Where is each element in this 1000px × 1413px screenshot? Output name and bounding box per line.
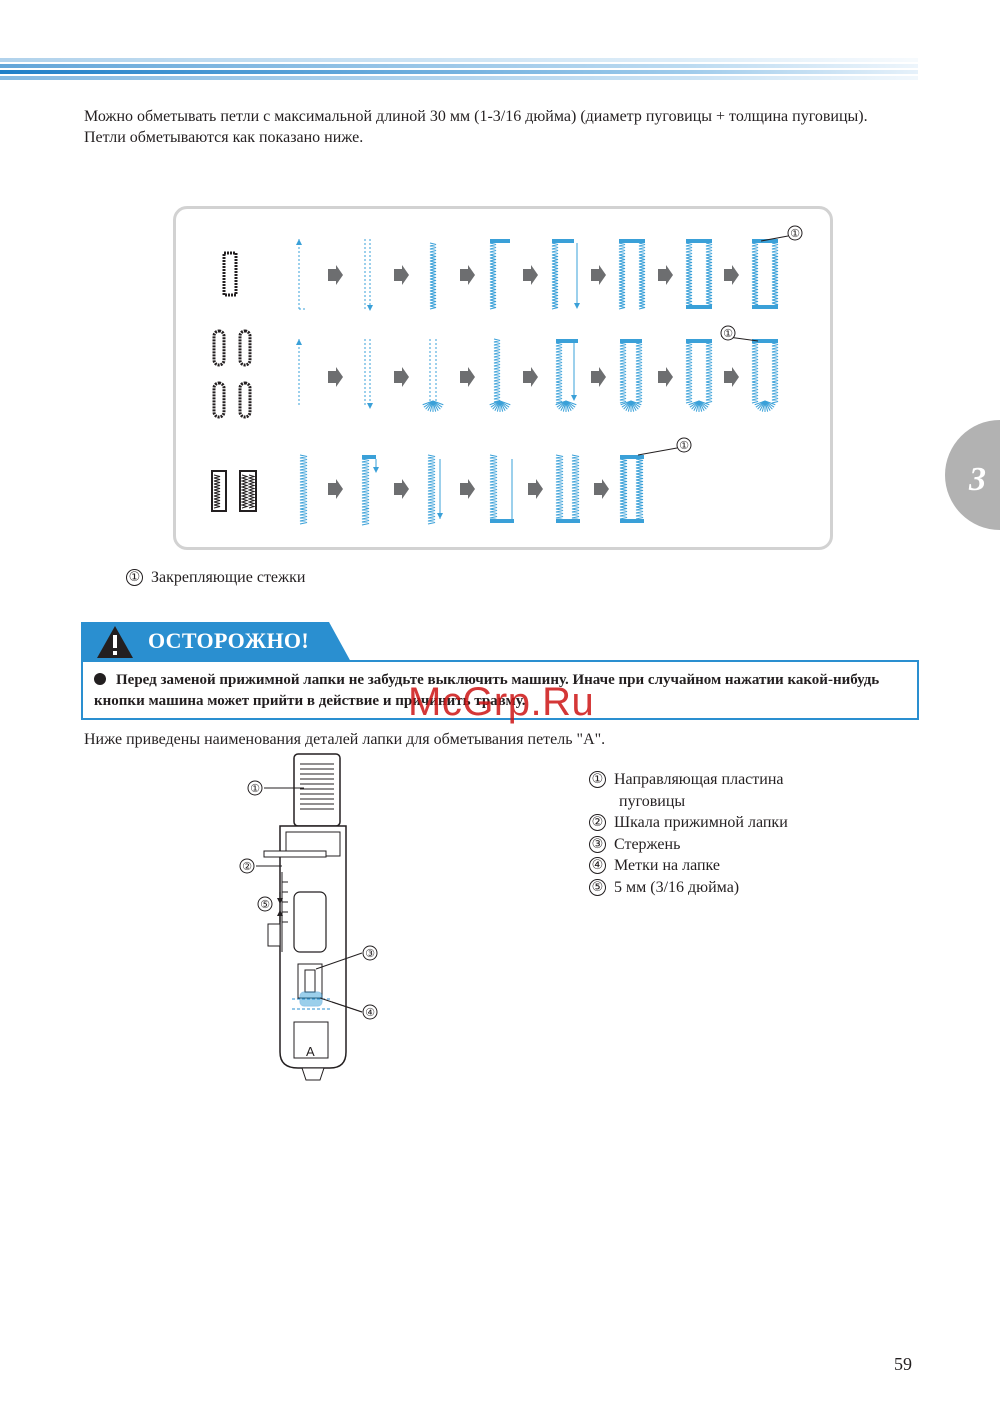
legend-item xyxy=(589,855,788,877)
symbol-zigzag xyxy=(242,475,247,508)
direction-arrow xyxy=(437,513,443,519)
bartack-stitch xyxy=(490,519,514,523)
buttonhole-symbol-round xyxy=(240,383,250,417)
direction-arrow xyxy=(574,303,580,309)
zigzag-stitch xyxy=(362,459,369,525)
legend-marker: ② xyxy=(589,814,606,831)
callout-leader xyxy=(638,448,677,455)
symbol-zigzag xyxy=(249,475,254,508)
direction-arrow xyxy=(296,339,302,345)
zigzag-stitch xyxy=(556,343,562,403)
direction-arrow xyxy=(373,467,379,473)
zigzag-stitch xyxy=(686,343,692,403)
bartack-stitch xyxy=(686,305,712,309)
callout-marker: ① xyxy=(723,327,733,340)
sequence-arrow xyxy=(724,265,739,285)
bartack-stitch xyxy=(752,239,778,243)
callout-5: ⑤ xyxy=(260,898,270,911)
zigzag-stitch xyxy=(300,455,307,524)
zigzag-stitch xyxy=(752,243,758,306)
foot-parts-legend xyxy=(589,769,788,898)
callout-4: ④ xyxy=(365,1006,375,1019)
bartack-stitch xyxy=(620,339,642,343)
chapter-tab xyxy=(940,420,1000,530)
sequence-arrow xyxy=(523,367,538,387)
sequence-arrow xyxy=(594,479,609,499)
callout-marker: ① xyxy=(679,439,689,452)
zigzag-stitch xyxy=(706,243,712,306)
buttonhole-symbol-round xyxy=(214,383,224,417)
page-number: 59 xyxy=(894,1354,912,1374)
bartack-stitch xyxy=(362,455,376,459)
zigzag-stitch xyxy=(636,459,643,519)
direction-arrow xyxy=(571,395,577,401)
legend-marker: ④ xyxy=(589,857,606,874)
direction-arrow xyxy=(367,403,373,409)
zigzag-stitch xyxy=(686,243,692,306)
sequence-illustration xyxy=(176,209,830,547)
callout-3: ③ xyxy=(365,947,375,960)
bartack-stitch xyxy=(556,519,580,523)
buttonhole-symbol-round xyxy=(214,331,224,365)
sequence-arrow xyxy=(394,367,409,387)
sequence-arrow xyxy=(658,265,673,285)
zigzag-stitch xyxy=(752,343,758,403)
zigzag-stitch xyxy=(430,243,436,309)
foot-parts-intro: Ниже приведены наименования деталей лапки для обметывания петель "A". xyxy=(84,731,606,748)
sequence-arrow xyxy=(658,367,673,387)
callout-2: ② xyxy=(242,860,252,873)
intro-line-1: Можно обметывать петли с максимальной длиной 30 мм (1-3/16 дюйма) (диаметр пуговицы + толщина пуговицы). xyxy=(84,108,868,125)
sequence-arrow xyxy=(328,479,343,499)
caption-marker: ① xyxy=(126,569,143,586)
sequence-arrow xyxy=(591,367,606,387)
legend-label: Стержень xyxy=(614,835,681,853)
sequence-arrow xyxy=(523,265,538,285)
zigzag-stitch xyxy=(572,455,579,521)
chapter-number: 3 xyxy=(969,461,986,498)
sequence-arrow xyxy=(394,479,409,499)
legend-item xyxy=(589,834,788,856)
zigzag-stitch xyxy=(620,343,626,403)
intro-text xyxy=(84,106,914,148)
legend-label: Направляющая пластина xyxy=(614,771,784,788)
warning-text: Перед заменой прижимной лапки не забудьте выключить машину. Иначе при случайном нажатии какой-нибудь кнопки машина может прийти в действие и причинить травму. xyxy=(94,672,880,709)
zigzag-stitch xyxy=(706,343,712,403)
buttonhole-symbol-round xyxy=(240,331,250,365)
bartack-stitch xyxy=(752,305,778,309)
legend-marker: ③ xyxy=(589,836,606,853)
sequence-arrow xyxy=(328,367,343,387)
legend-label: Метки на лапке xyxy=(614,857,721,874)
zigzag-stitch xyxy=(494,339,500,402)
bartack-stitch xyxy=(552,239,574,243)
sequence-arrow xyxy=(528,479,543,499)
zigzag-stitch xyxy=(490,455,497,521)
bullet-icon xyxy=(94,673,106,685)
zigzag-stitch xyxy=(552,243,558,309)
sequence-arrow xyxy=(328,265,343,285)
sequence-arrow xyxy=(724,367,739,387)
legend-label: 5 мм (3/16 дюйма) xyxy=(614,878,740,896)
intro-line-2: Петли обметываются как показано ниже. xyxy=(84,129,364,146)
diagram-caption xyxy=(126,569,305,587)
zigzag-stitch xyxy=(636,343,642,403)
zigzag-stitch xyxy=(490,243,496,309)
bartack-stitch xyxy=(686,239,712,243)
bartack-stitch xyxy=(556,339,578,343)
legend-item-cont: пуговицы xyxy=(619,792,686,810)
header-decoration xyxy=(0,58,918,84)
watermark: McGrp.Ru xyxy=(408,680,595,724)
bartack-stitch xyxy=(686,339,712,343)
direction-arrow xyxy=(296,239,302,245)
sequence-arrow xyxy=(460,479,475,499)
legend-item xyxy=(589,769,788,791)
buttonhole-foot-illustration xyxy=(236,752,396,1082)
legend-label: Шкала прижимной лапки xyxy=(614,814,788,831)
buttonhole-symbol-square xyxy=(224,253,236,295)
sequence-arrow xyxy=(394,265,409,285)
callout-1: ① xyxy=(250,782,260,795)
zigzag-stitch xyxy=(556,455,563,521)
zigzag-stitch xyxy=(772,243,778,306)
bartack-stitch xyxy=(620,519,644,523)
legend-marker: ⑤ xyxy=(589,879,606,896)
zigzag-stitch xyxy=(428,455,435,524)
sequence-arrow xyxy=(460,265,475,285)
zigzag-stitch xyxy=(619,243,625,309)
direction-arrow xyxy=(367,305,373,311)
zigzag-stitch xyxy=(639,243,645,309)
warning-title: ОСТОРОЖНО! xyxy=(148,628,309,653)
sequence-arrow xyxy=(460,367,475,387)
legend-item xyxy=(589,877,788,899)
foot-letter: A xyxy=(306,1044,315,1059)
symbol-zigzag xyxy=(214,475,220,508)
caption-text: Закрепляющие стежки xyxy=(151,569,306,586)
callout-marker: ① xyxy=(790,227,800,240)
bartack-stitch xyxy=(490,239,510,243)
bartack-stitch xyxy=(620,455,644,459)
zigzag-stitch xyxy=(772,343,778,403)
bartack-stitch xyxy=(619,239,645,243)
legend-marker: ① xyxy=(589,771,606,788)
buttonhole-sequence-diagram xyxy=(173,206,833,550)
sequence-arrow xyxy=(591,265,606,285)
zigzag-stitch xyxy=(620,459,627,519)
legend-item xyxy=(589,812,788,834)
